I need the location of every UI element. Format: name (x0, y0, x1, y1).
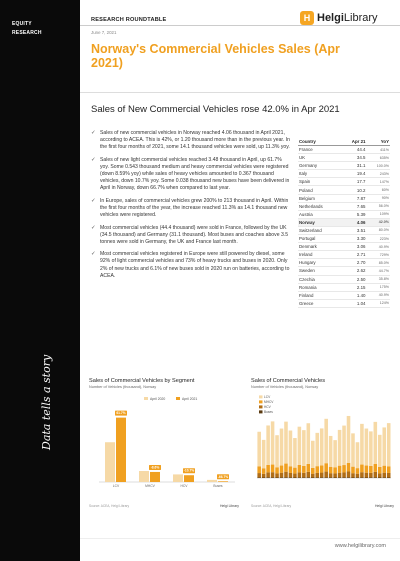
stacked-bar-segment (351, 473, 355, 477)
country-cell: Netherlands (298, 202, 341, 210)
stacked-bar-segment (289, 466, 293, 473)
stacked-bar-segment (298, 477, 302, 478)
stacked-bar-segment (266, 472, 270, 477)
stacked-bar-segment (338, 477, 342, 478)
stacked-bar-segment (266, 465, 270, 472)
legend-swatch (259, 410, 263, 413)
stacked-bar-segment (266, 477, 270, 478)
table-row (298, 251, 390, 259)
yoy-cell: 85.0% (366, 259, 390, 267)
chart-logo: Helgi Library (219, 504, 239, 508)
stacked-bar-segment (324, 463, 328, 471)
stacked-bar-segment (360, 472, 364, 477)
legend-swatch (259, 405, 263, 408)
legend-label: April 2020 (150, 397, 166, 401)
bullet-list (91, 130, 291, 285)
country-cell: Romania (298, 283, 341, 291)
stacked-bar-segment (387, 473, 391, 478)
check-icon: ✓ (91, 197, 96, 204)
yoy-cell: 80.0% (366, 226, 390, 234)
table-row (298, 146, 390, 154)
bar (207, 480, 217, 482)
stacked-bar-segment (311, 474, 315, 478)
bar (116, 418, 126, 482)
stacked-bar-segment (280, 429, 284, 466)
category-label: Buses (213, 484, 223, 488)
bar (184, 475, 194, 482)
value-cell: 2.15 (341, 283, 367, 291)
stacked-bar-segment (387, 423, 391, 466)
stacked-bar-segment (387, 466, 391, 473)
stacked-bar-segment (329, 473, 333, 477)
legend-label: April 2021 (182, 397, 198, 401)
stacked-bar-segment (280, 477, 284, 478)
monthly-chart-svg (251, 394, 394, 498)
bar (139, 471, 149, 482)
table-row (298, 178, 390, 186)
title-divider (80, 92, 400, 93)
value-cell: 44.4 (341, 146, 367, 154)
yoy-cell: 40.9% (366, 291, 390, 299)
legend-swatch (144, 397, 148, 400)
country-cell: Denmark (298, 243, 341, 251)
stacked-bar-segment (289, 473, 293, 477)
stacked-bar-segment (289, 431, 293, 467)
stacked-bar-segment (378, 467, 382, 473)
table-row (298, 194, 390, 202)
stacked-bar-segment (342, 465, 346, 472)
stacked-bar-segment (271, 472, 275, 477)
country-cell: Belgium (298, 194, 341, 202)
country-cell: Switzerland (298, 226, 341, 234)
stacked-bar-segment (293, 474, 297, 478)
col-header-country: Country (298, 138, 341, 146)
stacked-bar-segment (311, 468, 315, 474)
table-row (298, 275, 390, 283)
value-cell: 17.7 (341, 178, 367, 186)
country-cell: Ireland (298, 251, 341, 259)
bar (105, 442, 115, 482)
bar (150, 472, 160, 482)
sidebar-tagline: Data tells a story (40, 354, 53, 450)
stacked-bar-segment (338, 473, 342, 478)
legend-label: LCV (264, 395, 271, 399)
chart-source: Source: ACEA, Helgi Library (251, 504, 292, 508)
stacked-bar-segment (271, 477, 275, 478)
stacked-bar-segment (342, 426, 346, 465)
stacked-bar-segment (320, 465, 324, 472)
stacked-bar-segment (333, 467, 337, 473)
country-cell: France (298, 146, 341, 154)
helgi-library-logo[interactable] (300, 11, 378, 25)
yoy-cell: 635% (366, 154, 390, 162)
stacked-bar-segment (262, 474, 266, 478)
bar (173, 474, 183, 482)
table-row (298, 210, 390, 218)
legend-swatch (259, 395, 263, 398)
col-header-yoy: YoY (366, 138, 390, 146)
yoy-cell: 100.0% (366, 162, 390, 170)
check-icon: ✓ (91, 251, 96, 258)
stacked-bar-segment (262, 468, 266, 474)
stacked-bar-segment (360, 477, 364, 478)
value-cell: 4.06 (341, 218, 367, 226)
stacked-bar-segment (262, 440, 266, 468)
report-kicker: RESEARCH ROUNDTABLE (91, 17, 167, 23)
stacked-bar-segment (315, 466, 319, 473)
country-cell: Germany (298, 162, 341, 170)
country-cell: Sweden (298, 267, 341, 275)
country-cell: Spain (298, 178, 341, 186)
segment-chart (89, 378, 239, 508)
stacked-bar-segment (356, 474, 360, 478)
stacked-bar-segment (369, 431, 373, 466)
yoy-cell: 90% (366, 194, 390, 202)
stacked-bar-segment (378, 435, 382, 467)
bullet-item: ✓ Most commercial vehicles registered in Europe were still powered by diesel, some 92% of light commercial vehicles and 73% of heavy trucks and buses in 2020. Only 2% of new trucks and 6.1% of new buses sold in 2020 run on batteries, according to ACEA. (91, 251, 290, 279)
stacked-bar-segment (351, 433, 355, 466)
footer-divider (80, 538, 400, 539)
category-label: LCV (112, 484, 120, 488)
stacked-bar-segment (333, 473, 337, 477)
stacked-bar-segment (293, 438, 297, 468)
stacked-bar-segment (284, 464, 288, 472)
value-cell: 10.2 (341, 186, 367, 194)
value-cell: 2.71 (341, 251, 367, 259)
stacked-bar-segment (365, 473, 369, 478)
check-icon: ✓ (91, 156, 96, 163)
table-row (298, 267, 390, 275)
stacked-bar-segment (338, 430, 342, 466)
country-cell: Italy (298, 170, 341, 178)
table-row (298, 170, 390, 178)
stacked-bar-segment (374, 477, 378, 478)
value-cell: 3.30 (341, 235, 367, 243)
stacked-bar-segment (280, 466, 284, 473)
stacked-bar-segment (356, 468, 360, 474)
logo-wordmark: HelgiLibrary (317, 12, 378, 24)
stacked-bar-segment (315, 433, 319, 466)
yoy-cell: 124% (366, 299, 390, 307)
stacked-bar-segment (284, 472, 288, 478)
country-cell: UK (298, 154, 341, 162)
chart-subtitle: Number of Vehicles (thousand), Norway (251, 385, 319, 389)
stacked-bar-segment (324, 472, 328, 478)
chart-source: Source: ACEA, Helgi Library (89, 504, 130, 508)
yoy-cell: 109% (366, 210, 390, 218)
data-label: -8.6% (150, 465, 160, 470)
bullet-item: ✓ In Europe, sales of commercial vehicles grew 200% to 213 thousand in April. Within the first four months of the year, the increase reached 11.3% as 14.1 thousand new vehicles were registered. (91, 197, 289, 218)
stacked-bar-segment (369, 477, 373, 478)
stacked-bar-segment (257, 466, 261, 473)
page-title: Norway's Commercial Vehicles Sales (Apr 2021) (91, 42, 340, 70)
yoy-cell: 42.0% (366, 218, 390, 226)
stacked-bar-segment (302, 477, 306, 478)
sidebar (0, 0, 80, 561)
stacked-bar-segment (338, 466, 342, 473)
chart-title: Sales of Commercial Vehicles (251, 378, 325, 384)
yoy-cell: 56.0% (366, 202, 390, 210)
yoy-cell: 243% (366, 170, 390, 178)
value-cell: 7.87 (341, 194, 367, 202)
stacked-bar-segment (311, 441, 315, 468)
stacked-bar-segment (378, 473, 382, 477)
yoy-cell: 411% (366, 146, 390, 154)
yoy-cell: 147% (366, 178, 390, 186)
stacked-bar-segment (347, 463, 351, 472)
stacked-bar-segment (257, 473, 261, 477)
bullet-item: ✓ Sales of new light commercial vehicles reached 3.48 thousand in April, up 61.7% yoy. Some 0.543 thousand medium and heavy commercial vehicles were registered (down 8.59% yoy) while sales of heavy vehicles amounted to 0.367 thousand vehicles, down 10.7% yoy. Some 0.038 thousand new buses have been delivered in April in Norway, down 66.7% when compared to last year. (91, 156, 290, 192)
value-cell: 2.62 (341, 267, 367, 275)
yoy-cell: 35.8% (366, 275, 390, 283)
table-row (298, 186, 390, 194)
stacked-bar-segment (382, 473, 386, 478)
stacked-bar-segment (342, 477, 346, 478)
stacked-bar-segment (360, 424, 364, 465)
value-cell: 31.1 (341, 162, 367, 170)
stacked-bar-segment (284, 422, 288, 464)
stacked-bar-segment (365, 429, 369, 466)
stacked-bar-segment (347, 477, 351, 478)
value-cell: 1.40 (341, 291, 367, 299)
bar (218, 481, 228, 482)
stacked-bar-segment (369, 466, 373, 473)
table-row (298, 291, 390, 299)
category-label: MHCV (145, 484, 155, 488)
stacked-bar-segment (360, 465, 364, 473)
stacked-bar-segment (271, 465, 275, 473)
footer-link[interactable]: www.helgilibrary.com (334, 543, 386, 549)
stacked-bar-segment (298, 472, 302, 477)
stacked-bar-segment (356, 442, 360, 468)
stacked-bar-segment (298, 465, 302, 472)
sidebar-label-research: RESEARCH (12, 30, 42, 36)
helgi-logo-icon: H (300, 11, 314, 25)
bullet-item: ✓ Most commercial vehicles (44.4 thousand) were sold in France, followed by the UK (34.5 thousand) and Germany (31.1 thousand). Most buses and coaches above 3.5 tonnes were sold in Germany, the UK and France last month. (91, 224, 289, 245)
table-row (298, 154, 390, 162)
country-sales-table (298, 138, 390, 308)
stacked-bar-segment (374, 472, 378, 477)
country-cell: Poland (298, 186, 341, 194)
monthly-chart (251, 378, 394, 508)
check-icon: ✓ (91, 130, 96, 136)
check-icon: ✓ (91, 224, 96, 231)
stacked-bar-segment (293, 468, 297, 474)
yoy-cell: 44.7% (366, 267, 390, 275)
stacked-bar-segment (329, 436, 333, 467)
segment-chart-svg (89, 394, 239, 498)
stacked-bar-segment (307, 477, 311, 478)
country-cell: Hungary (298, 259, 341, 267)
legend-swatch (176, 397, 180, 400)
sidebar-label-equity: EQUITY (12, 21, 32, 27)
stacked-bar-segment (320, 428, 324, 465)
category-label: HCV (180, 484, 188, 488)
stacked-bar-segment (266, 425, 270, 464)
stacked-bar-segment (382, 466, 386, 473)
stacked-bar-segment (329, 477, 333, 478)
table-row (298, 283, 390, 291)
stacked-bar-segment (324, 477, 328, 478)
stacked-bar-segment (302, 473, 306, 478)
stacked-bar-segment (271, 421, 275, 464)
country-cell: Austria (298, 210, 341, 218)
chart-title: Sales of Commercial Vehicles by Segment (89, 378, 195, 384)
stacked-bar-segment (369, 473, 373, 478)
stacked-bar-segment (365, 466, 369, 473)
stacked-bar-segment (284, 477, 288, 478)
stacked-bar-segment (320, 477, 324, 478)
stacked-bar-segment (275, 435, 279, 467)
stacked-bar-segment (382, 477, 386, 478)
data-label: -66.7% (217, 474, 229, 479)
yoy-cell: 729% (366, 251, 390, 259)
stacked-bar-segment (280, 473, 284, 478)
table-row (298, 226, 390, 234)
stacked-bar-segment (347, 416, 351, 463)
stacked-bar-segment (257, 477, 261, 478)
table-row (298, 243, 390, 251)
legend-label: Buses (264, 410, 273, 414)
value-cell: 2.50 (341, 275, 367, 283)
stacked-bar-segment (302, 466, 306, 473)
stacked-bar-segment (324, 419, 328, 463)
stacked-bar-segment (275, 473, 279, 477)
value-cell: 3.51 (341, 226, 367, 234)
stacked-bar-segment (307, 464, 311, 472)
table-row (298, 218, 390, 226)
stacked-bar-segment (374, 422, 378, 464)
value-cell: 34.5 (341, 154, 367, 162)
report-date: June 7, 2021 (91, 30, 117, 35)
stacked-bar-segment (307, 472, 311, 477)
country-cell: Norway (298, 218, 341, 226)
chart-subtitle: Number of Vehicles (thousand), Norway (89, 385, 157, 389)
table-row (298, 202, 390, 210)
table-row (298, 299, 390, 307)
value-cell: 5.39 (341, 210, 367, 218)
stacked-bar-segment (315, 477, 319, 478)
stacked-bar-segment (356, 477, 360, 478)
stacked-bar-segment (315, 473, 319, 477)
stacked-bar-segment (257, 432, 261, 467)
yoy-cell: 223% (366, 235, 390, 243)
stacked-bar-segment (374, 464, 378, 472)
value-cell: 2.70 (341, 259, 367, 267)
country-cell: Czechia (298, 275, 341, 283)
legend-label: MHCV (264, 400, 274, 404)
header-divider (80, 25, 400, 26)
legend-swatch (259, 400, 263, 403)
stacked-bar-segment (329, 467, 333, 473)
col-header-apr21: Apr 21 (341, 138, 367, 146)
stacked-bar-segment (382, 427, 386, 465)
data-label: -10.7% (183, 468, 195, 473)
table-row (298, 235, 390, 243)
stacked-bar-segment (351, 467, 355, 474)
value-cell: 19.4 (341, 170, 367, 178)
stacked-bar-segment (298, 427, 302, 465)
chart-logo: Helgi Library (374, 504, 394, 508)
value-cell: 1.04 (341, 299, 367, 307)
country-cell: Greece (298, 299, 341, 307)
stacked-bar-segment (347, 471, 351, 477)
country-cell: Portugal (298, 235, 341, 243)
stacked-bar-segment (289, 477, 293, 478)
value-cell: 7.65 (341, 202, 367, 210)
stacked-bar-segment (342, 472, 346, 477)
yoy-cell: 60% (366, 186, 390, 194)
section-subtitle: Sales of New Commercial Vehicles rose 42.0% in Apr 2021 (91, 104, 340, 115)
stacked-bar-segment (307, 423, 311, 464)
table-header-row (298, 138, 390, 146)
stacked-bar-segment (320, 473, 324, 478)
value-cell: 3.06 (341, 243, 367, 251)
data-label: 61.7% (116, 411, 126, 416)
legend-label: HCV (264, 405, 271, 409)
stacked-bar-segment (302, 430, 306, 466)
bullet-item: ✓ Sales of new commercial vehicles in Norway reached 4.06 thousand in April 2021, according to ACEA. This is 42%, or 1.20 thousand more than in the previous year. In the first four months of 2021, some 14.1 thousand vehicles were sold, up 11.3% yoy. (91, 130, 290, 151)
table-row (298, 259, 390, 267)
stacked-bar-segment (275, 467, 279, 473)
stacked-bar-segment (333, 440, 337, 467)
country-cell: Finland (298, 291, 341, 299)
yoy-cell: 175% (366, 283, 390, 291)
yoy-cell: 40.9% (366, 243, 390, 251)
table-row (298, 162, 390, 170)
